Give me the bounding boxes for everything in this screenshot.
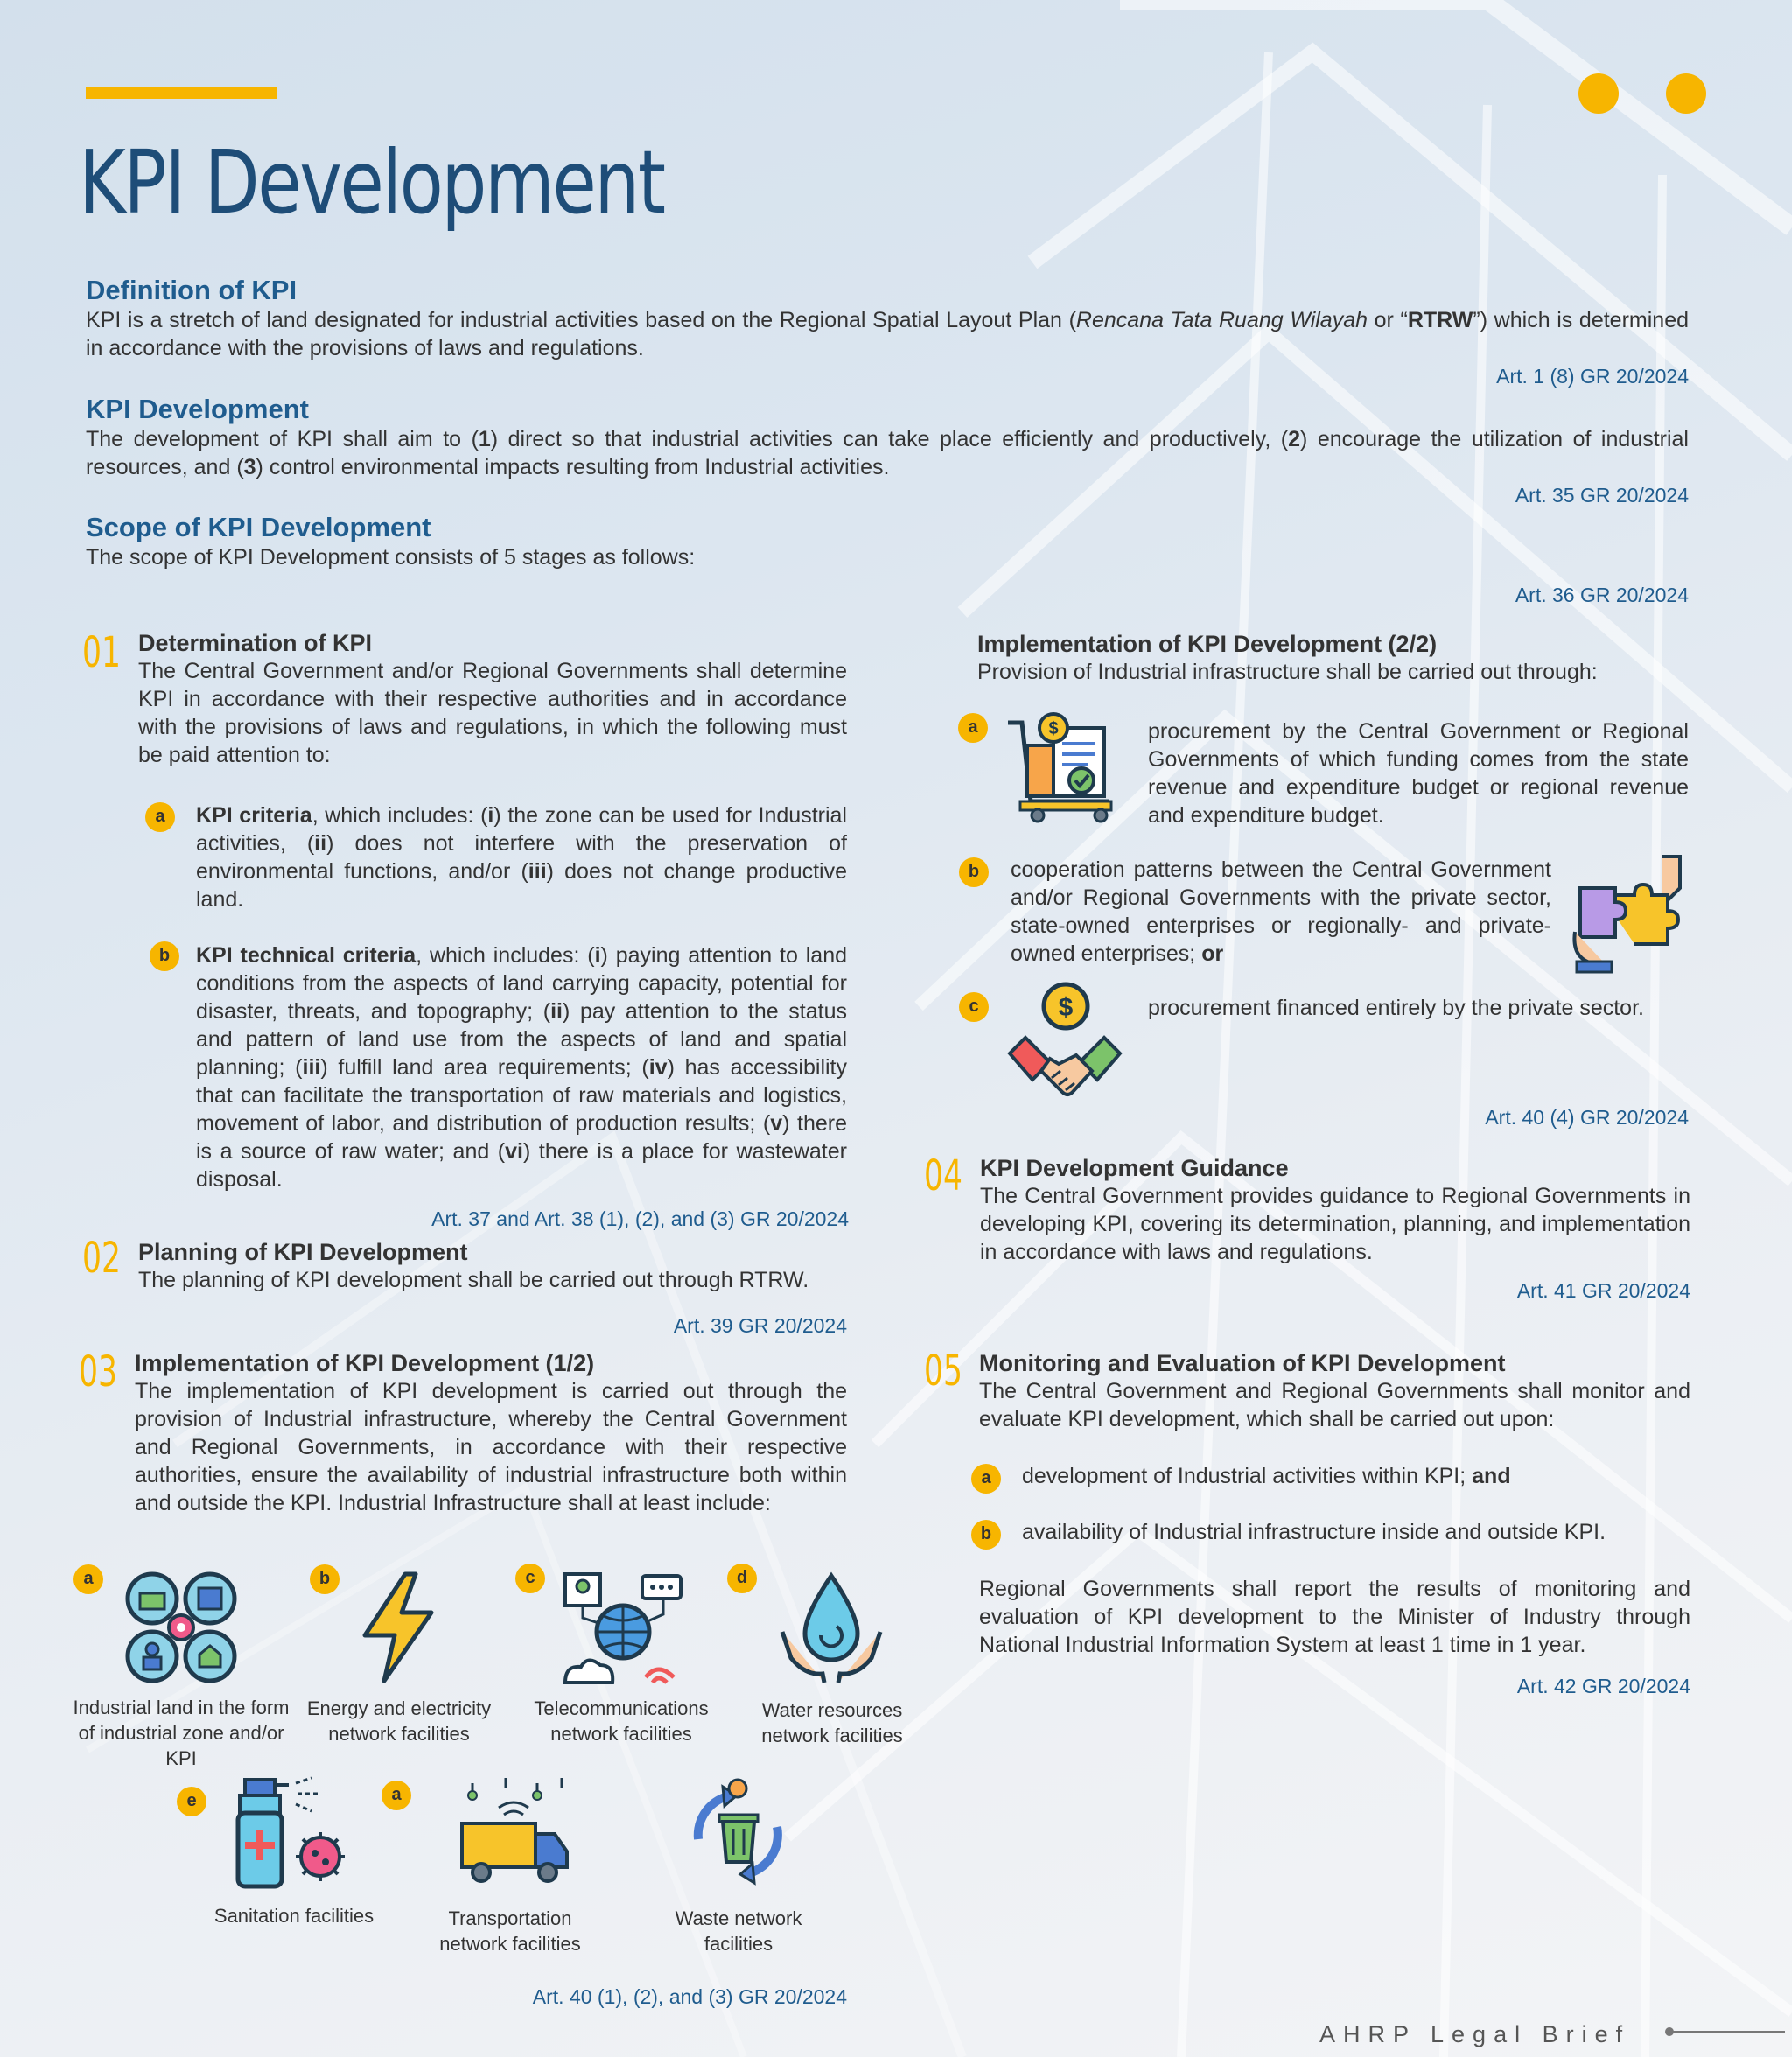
- badge: a: [74, 1564, 103, 1594]
- stage-3: [135, 1350, 847, 1517]
- kpi-technical-criteria-item: [196, 941, 847, 1193]
- recycle-bin-icon: [679, 1776, 797, 1890]
- stage-text: The Central Government and Regional Governments shall monitor and evaluate KPI development, which shall be carried out upon:: [979, 1379, 1690, 1431]
- infrastructure-caption: Telecommunications network facilities: [534, 1697, 709, 1745]
- infrastructure-caption: Waste network facilities: [675, 1907, 802, 1955]
- lightning-bolt-icon: [354, 1571, 442, 1684]
- footer-brand: AHRP Legal Brief: [1320, 2021, 1631, 2047]
- definition-text: KPI is a stretch of land designated for industrial activities based on the Regional Spatial Layout Plan (Rencana Tata Ruang Wilayah or “RTRW”) which is determined in accordance with the provisions of laws and regulations.: [86, 308, 1690, 360]
- footer-line: [1662, 2025, 1785, 2039]
- provision-item: [1148, 994, 1689, 1022]
- report-paragraph: [979, 1575, 1690, 1659]
- stage-title: Monitoring and Evaluation of KPI Development: [979, 1350, 1506, 1376]
- section-heading: Definition of KPI: [86, 275, 298, 305]
- reference: Art. 42 GR 20/2024: [1516, 1675, 1690, 1697]
- provision-item: [1148, 717, 1689, 829]
- development-text: The development of KPI shall aim to (1) direct so that industrial activities can take place efficiently and productively, (2) encourage the utilization of industrial resources, and (3) control environmental impacts resulting from Industrial activities.: [86, 427, 1689, 479]
- stage-5: [979, 1350, 1690, 1433]
- infrastructure-caption: Energy and electricity network facilities: [306, 1697, 492, 1745]
- badge: b: [310, 1564, 340, 1594]
- badge: d: [727, 1564, 757, 1593]
- page-title: KPI Development: [79, 131, 664, 234]
- monitoring-item: [1022, 1462, 1687, 1490]
- badge: b: [959, 857, 989, 887]
- svg-text:$: $: [1058, 993, 1074, 1022]
- telecommunications-icon: [562, 1571, 684, 1689]
- stage-number: 03: [79, 1347, 117, 1396]
- monitoring-text: development of Industrial activities within KPI; and: [1022, 1464, 1511, 1488]
- stage-2: [138, 1239, 847, 1294]
- kpi-technical-criteria-text: KPI technical criteria, which includes: (i) paying attention to land conditions from the aspects of land carrying capacity, potential for disaster, threats, and topography; (ii) pay attention to the status and pattern of land use from the aspects of land and spatial planning; (iii) fulfill land area requirements; (iv) has accessibility that can facilitate the transportation of raw materials and logistics, movement of labor, and distribution of production results; (v) there is a source of raw water; and (vi) there is a place for wastewater disposal.: [196, 943, 848, 1192]
- section-heading: KPI Development: [86, 394, 309, 424]
- handshake-coin-icon: [1006, 980, 1124, 1102]
- stage-number: 04: [924, 1151, 962, 1200]
- kpi-criteria-text: KPI criteria, which includes: (i) the zone can be used for Industrial activities, (ii) does not interfere with the preservation of environmental functions, and/or (iii) does not change productive land.: [196, 803, 848, 912]
- infrastructure-caption: Transportation network facilities: [439, 1907, 581, 1955]
- stage-text: The implementation of KPI development is carried out through the provision of Industrial infrastructure, whereby the Central Government and Regional Governments, in accordance with their respective authorities, ensure the availability of industrial infrastructure both within and outside the KPI. Industrial Infrastructure shall at least include:: [135, 1379, 847, 1515]
- decorative-dot: [1578, 73, 1619, 114]
- stage-title: Implementation of KPI Development (2/2): [977, 631, 1438, 657]
- reference: Art. 35 GR 20/2024: [1515, 484, 1689, 507]
- stage-text: The Central Government provides guidance to Regional Governments in developing KPI, covering its determination, planning, and implementation in accordance with laws and regulations.: [980, 1184, 1690, 1264]
- provision-item: [1011, 856, 1551, 968]
- badge: c: [515, 1564, 545, 1593]
- stage-title: Determination of KPI: [138, 630, 373, 656]
- puzzle-hands-icon: [1566, 853, 1689, 976]
- budget-cart-icon: [1004, 710, 1123, 824]
- section-heading: Scope of KPI Development: [86, 512, 431, 542]
- badge: c: [959, 992, 989, 1022]
- provision-text: procurement by the Central Government or Regional Governments of which funding comes from the state revenue and expenditure budget or regional revenue and expenditure budget.: [1148, 719, 1689, 828]
- reference: Art. 40 (1), (2), and (3) GR 20/2024: [532, 1985, 847, 2008]
- scope-section: [86, 512, 1689, 607]
- stage-number: 02: [82, 1234, 121, 1283]
- stage-number: 01: [82, 628, 121, 677]
- delivery-truck-icon: [455, 1776, 573, 1890]
- provision-text: cooperation patterns between the Central Government and/or Regional Governments with the private sector, state-owned enterprises or regionally- and private-owned enterprises; or: [1011, 857, 1551, 966]
- badge: b: [971, 1520, 1001, 1550]
- stage-title: Planning of KPI Development: [138, 1239, 468, 1265]
- reference: Art. 39 GR 20/2024: [673, 1314, 847, 1337]
- industrial-zone-icon: [124, 1571, 238, 1684]
- stage-title: Implementation of KPI Development (1/2): [135, 1350, 595, 1376]
- monitoring-text: availability of Industrial infrastructure inside and outside KPI.: [1022, 1520, 1606, 1544]
- sanitizer-virus-icon: [234, 1776, 353, 1890]
- badge: b: [150, 941, 179, 971]
- report-text: Regional Governments shall report the results of monitoring and evaluation of KPI development to the Minister of Industry through National Industrial Information System at least 1 time in 1 year.: [979, 1577, 1690, 1657]
- infrastructure-caption: Sanitation facilities: [214, 1905, 374, 1927]
- infrastructure-caption: Water resources network facilities: [761, 1699, 903, 1746]
- badge: a: [382, 1781, 411, 1810]
- reference: Art. 37 and Art. 38 (1), (2), and (3) GR 20/2024: [431, 1207, 849, 1230]
- badge: a: [971, 1464, 1001, 1494]
- stage-text: Provision of Industrial infrastructure shall be carried out through:: [977, 660, 1598, 684]
- development-section: [86, 394, 1689, 507]
- stage-text: The planning of KPI development shall be carried out through RTRW.: [138, 1268, 809, 1292]
- reference: Art. 36 GR 20/2024: [1515, 584, 1689, 606]
- kpi-criteria-item: [196, 801, 847, 913]
- scope-text: The scope of KPI Development consists of 5 stages as follows:: [86, 545, 696, 570]
- reference: Art. 40 (4) GR 20/2024: [1485, 1106, 1689, 1129]
- water-drop-hands-icon: [779, 1571, 884, 1684]
- stage-4: [980, 1155, 1690, 1266]
- reference: Art. 1 (8) GR 20/2024: [1496, 365, 1689, 388]
- stage-text: The Central Government and/or Regional Governments shall determine KPI in accordance with their respective authorities and in accordance with the provisions of laws and regulations, in which the following must be paid attention to:: [138, 659, 847, 767]
- reference: Art. 41 GR 20/2024: [1516, 1279, 1690, 1302]
- decorative-dot: [1666, 73, 1706, 114]
- badge: e: [177, 1787, 206, 1816]
- stage-3b: [977, 631, 1689, 686]
- stage-1: [138, 630, 847, 769]
- monitoring-item: [1022, 1518, 1687, 1546]
- badge: a: [145, 802, 175, 832]
- badge: a: [958, 713, 988, 743]
- svg-text:$: $: [1048, 719, 1059, 738]
- provision-text: procurement financed entirely by the private sector.: [1148, 996, 1644, 1020]
- infrastructure-caption: Industrial land in the form of industrial zone and/or KPI: [73, 1697, 290, 1769]
- definition-section: [86, 275, 1689, 388]
- stage-title: KPI Development Guidance: [980, 1155, 1289, 1181]
- stage-number: 05: [924, 1347, 962, 1396]
- accent-bar: [86, 87, 276, 99]
